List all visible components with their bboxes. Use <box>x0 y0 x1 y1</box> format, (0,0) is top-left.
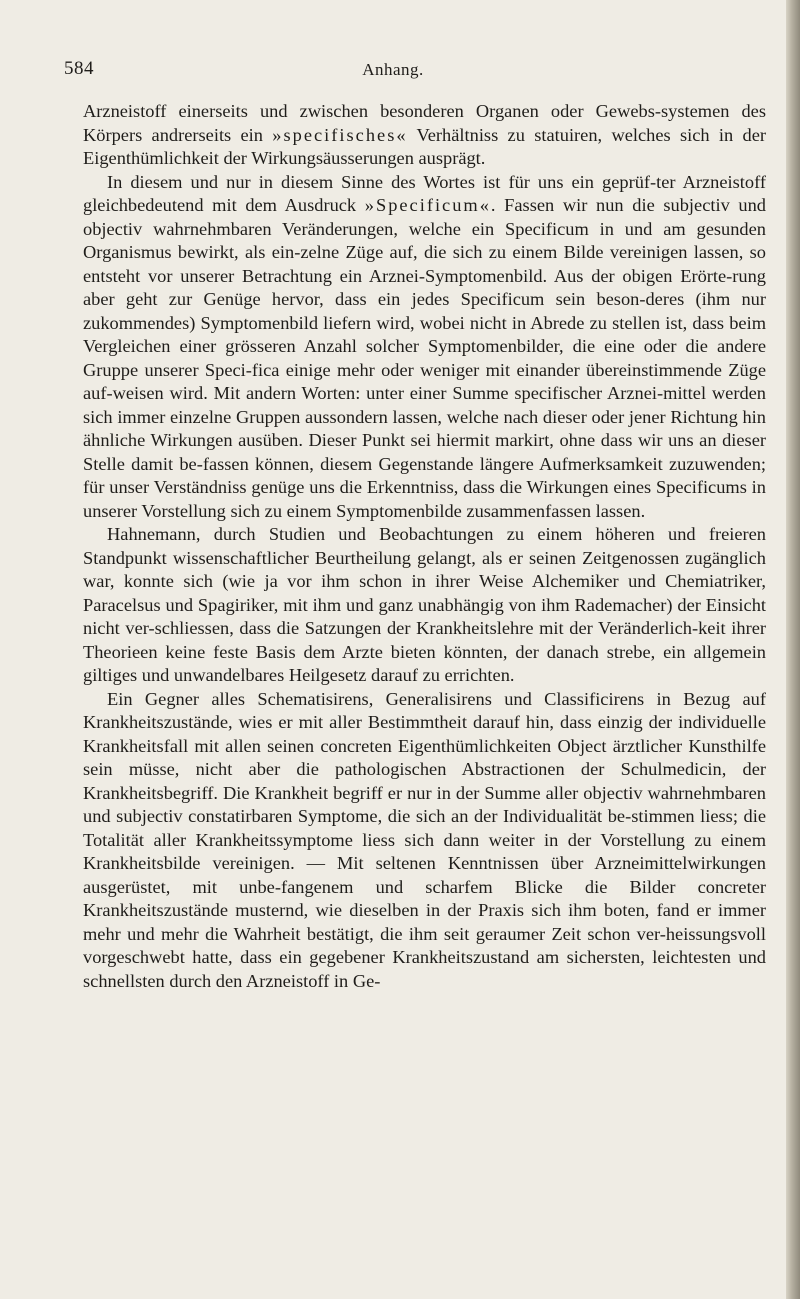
text-run: Arzneistoff einerseits und zwischen besonderen Organen oder Gewebs-systemen des Körpers andrerseits ein <box>83 101 766 145</box>
text-run: Verhältniss zu statuiren, welches sich in der Eigenthümlichkeit der Wirkungsäusserungen ausprägt. <box>83 124 767 168</box>
page-number: 584 <box>64 58 94 79</box>
paragraph <box>83 688 766 994</box>
running-head: Anhang. <box>362 60 424 79</box>
spaced-emphasis: »Specificum« <box>364 195 491 215</box>
paragraph <box>83 171 766 524</box>
text-run: In diesem und nur in diesem Sinne des Wortes ist für uns ein geprüf-ter Arzneistoff gleichbedeutend mit dem Ausdruck <box>83 171 766 215</box>
page-header <box>0 58 786 88</box>
paragraph <box>83 100 766 171</box>
text-run: Ein Gegner alles Schematisirens, Generalisirens und Classificirens in Bezug auf Krankheitszustände, wies er mit aller Bestimmtheit darauf hin, dass einzig der individuelle Krankheitsfall mit allen seinen concreten Eigenthümlichkeiten Object ärztlicher Kunsthilfe sein müsse, nicht aber die pathologischen Abstractionen der Schulmedicin, der Krankheitsbegriff. Die Krankheit begriff er nur in der Summe aller objectiv wahrnehmbaren und subjectiv constatirbaren Symptome, die sich an der Individualität be-stimmen liess; die Totalität aller Krankheitssymptome liess sich dann weiter in der Vorstellung zu einem Krankheitsbilde vereinigen. — Mit seltenen Kenntnissen über Arzneimittelwirkungen ausgerüstet, mit unbe-fangenem und scharfem Blicke die Bilder concreter Krankheitszustände musternd, wie dieselben in der Praxis sich ihm boten, fand er immer mehr und mehr die Wahrheit bestätigt, die ihm seit geraumer Zeit schon ver-heissungsvoll vorgeschwebt hatte, dass ein gegebener Krankheitszustand am sichersten, leichtesten und schnellsten durch den Arzneistoff in Ge- <box>83 688 766 991</box>
body-text <box>83 100 766 993</box>
paragraph <box>83 523 766 688</box>
text-run: Hahnemann, durch Studien und Beobachtungen zu einem höheren und freieren Standpunkt wissenschaftlicher Beurtheilung gelangt, als er seinen Zeitgenossen zugänglich war, konnte sich (wie ja vor ihm schon in ihrer Weise Alchemiker und Chemiatriker, Paracelsus und Spagiriker, mit ihm und ganz unabhängig von ihm Rademacher) der Einsicht nicht ver-schliessen, dass die Satzungen der Krankheitslehre mit der Veränderlich-keit ihrer Theorieen keine feste Basis dem Arzte bieten könnten, der danach strebe, ein allgemein giltiges und unwandelbares Heilgesetz darauf zu errichten. <box>83 524 766 685</box>
page-edge <box>786 0 800 1299</box>
spaced-emphasis: »specifisches« <box>272 124 408 145</box>
text-run: . Fassen wir nun die subjectiv und objectiv wahrnehmbaren Veränderungen, welche ein Specificum in und am gesunden Organismus bewirkt, als ein-zelne Züge auf, die sich zu einem Bilde vereinigen lassen, so entsteht vor unserer Betrachtung ein Arznei-Symptomenbild. Aus der obigen Erörte-rung aber geht zur Genüge hervor, dass ein jedes Specificum sein beson-deres (ihm nur zukommendes) Symptomenbild liefern wird, wobei nicht in Abrede zu stellen ist, dass beim Vergleichen einer grösseren Anzahl solcher Symptomenbilder, die eine oder die andere Gruppe unserer Speci-fica einige mehr oder weniger mit einander übereinstimmende Züge auf-weisen wird. Mit andern Worten: unter einer Summe specifischer Arznei-mittel werden sich immer einzelne Gruppen aussondern lassen, welche nach dieser oder jener Richtung hin ähnliche Wirkungen ausüben. Dieser Punkt sei hiermit markirt, ohne dass wir uns an dieser Stelle damit be-fassen können, diesem Gegenstande längere Aufmerksamkeit zuzuwenden; für unser Verständniss genüge uns die Erkenntniss, dass die Wirkungen eines Specificums in unserer Vorstellung sich zu einem Symptomenbilde zusammenfassen lassen. <box>83 195 766 521</box>
